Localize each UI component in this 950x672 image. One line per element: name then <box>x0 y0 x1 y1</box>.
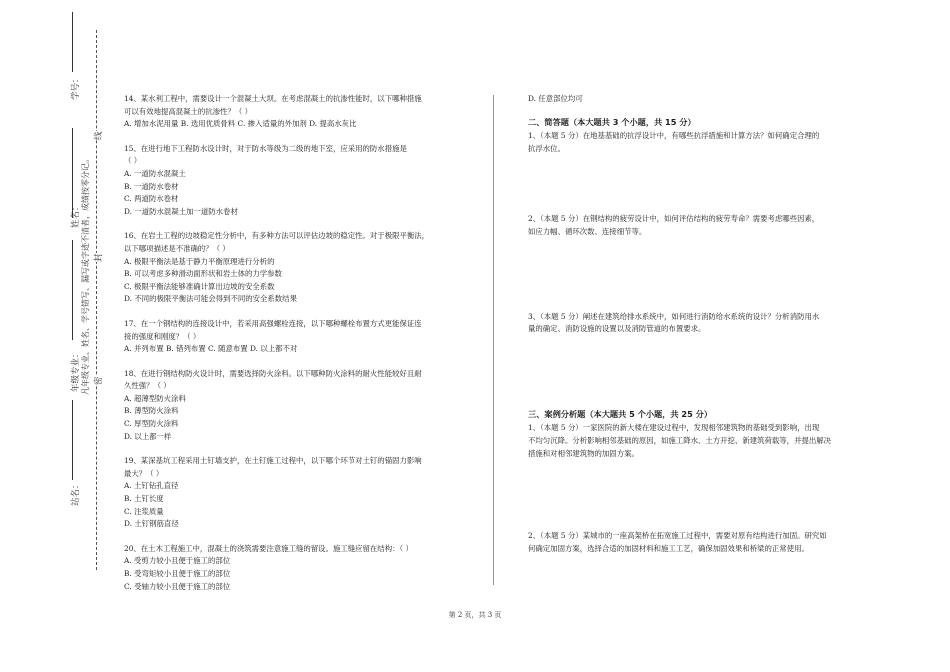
major-label: 年级专业： <box>71 349 81 392</box>
short-answer-1 <box>528 130 868 155</box>
column-divider <box>493 95 494 585</box>
question-stem: （ ） <box>124 156 142 166</box>
question-stem: 19、某深基坑工程采用土钉墙支护，在土钉施工过程中，以下哪个环节对土钉的锚固力影响 <box>124 456 422 466</box>
question-option: B. 薄型防火涂料 <box>124 406 179 416</box>
right-column <box>528 93 868 555</box>
question-text: 2、（本题 5 分）在钢结构的疲劳设计中，如何评估结构的疲劳寿命？需要考虑哪些因素， <box>528 214 820 224</box>
question-17 <box>124 318 474 356</box>
exam-site-label: 站名： <box>71 480 81 506</box>
question-option: C. 受轴力较小且便于施工的部位 <box>124 581 231 591</box>
question-option: B. 可以考虑多种滑动面形状和岩土体的力学参数 <box>124 269 282 279</box>
question-option: C. 厚型防火涂料 <box>124 419 179 429</box>
binding-margin <box>0 0 110 672</box>
question-14 <box>124 93 474 131</box>
exam-site-line <box>72 400 73 480</box>
question-option: D. 土钉钢筋直径 <box>124 519 179 529</box>
question-option: D. 不同的极限平衡法可能会得到不同的安全系数结果 <box>124 294 297 304</box>
student-id-line <box>72 12 73 72</box>
question-stem: 20、在土木工程施工中，混凝土的浇筑需要注意施工缝的留设。施工缝应留在结构：（ ） <box>124 543 413 553</box>
page-number: 第 2 页，共 3 页 <box>448 611 502 619</box>
seal-char-feng: 封 <box>94 253 104 262</box>
question-text: 不均匀沉降。分析影响相邻基础的原因，如施工降水、土方开挖、新建筑荷载等，并提出解决 <box>528 435 832 445</box>
question-stem: 14、某水利工程中，需要设计一个混凝土大坝。在考虑混凝土的抗渗性能时，以下哪种措施 <box>124 94 422 103</box>
binding-notice: 凡年级专业、姓名、学号错写、漏写或字迹不清者，成绩按零分记。 <box>81 155 90 395</box>
question-text: 1、（本题 5 分）一家医院的新大楼在建设过程中，发现相邻建筑物的基础受到影响，出现 <box>528 423 820 433</box>
carry-over-option: D. 任意部位均可 <box>528 94 583 103</box>
question-stem: 16、在岩土工程的边坡稳定性分析中，有多种方法可以评估边坡的稳定性。对于极限平衡法， <box>124 231 430 241</box>
left-column <box>124 93 474 593</box>
question-stem: 18、在进行钢结构防火设计时，需要选择防火涂料。以下哪种防火涂料的耐火性能较好且耐 <box>124 368 422 378</box>
major-line <box>72 240 73 340</box>
section-2-title: 二、简答题（本大题共 3 个小题，共 15 分） <box>528 116 696 127</box>
question-text: 如应力幅、循环次数、连接细节等。 <box>528 226 647 236</box>
question-option: C. 注浆质量 <box>124 506 164 516</box>
question-option: D. 一道防水混凝土加一道防水卷材 <box>124 206 238 216</box>
question-option: A. 极限平衡法是基于静力平衡原理进行分析的 <box>124 256 275 266</box>
student-id-label: 学号： <box>71 74 81 100</box>
question-stem: 17、在一个钢结构的连接设计中，若采用高强螺栓连接，以下哪种螺栓布置方式更能保证连 <box>124 318 422 328</box>
question-16 <box>124 230 474 306</box>
question-option: A. 增加水泥用量 B. 选用优质骨料 C. 掺入适量的外加剂 D. 提高水灰比 <box>124 119 357 129</box>
seal-line <box>96 30 97 570</box>
question-text: 量的确定、消防设施的设置以及消防管道的布置要求。 <box>528 324 706 334</box>
question-option: C. 极限平衡法能够准确计算出边坡的安全系数 <box>124 281 275 291</box>
question-text: 3、（本题 5 分）阐述在建筑给排水系统中，如何进行消防给水系统的设计？分析消防用水 <box>528 311 820 321</box>
question-20 <box>124 543 474 593</box>
question-18 <box>124 368 474 444</box>
question-15 <box>124 143 474 219</box>
short-answer-3 <box>528 311 868 336</box>
question-stem: 接的强度和刚度？（ ） <box>124 331 201 341</box>
question-option: A. 超薄型防火涂料 <box>124 393 186 403</box>
question-stem: 以下哪项描述是不准确的？（ ） <box>124 243 230 253</box>
question-text: 措施和对相邻建筑物的加固方案。 <box>528 448 639 458</box>
question-option: C. 两道防水卷材 <box>124 194 179 204</box>
question-text: 抗浮水位。 <box>528 143 565 153</box>
question-option: B. 一道防水卷材 <box>124 181 179 191</box>
name-label: 姓名： <box>71 202 81 228</box>
question-option: D. 以上都一样 <box>124 431 172 441</box>
seal-char-mi: 密 <box>94 376 104 385</box>
question-stem: 最大？（ ） <box>124 468 164 478</box>
question-option: A. 一道防水混凝土 <box>124 168 186 178</box>
question-stem: 可以有效地提高混凝土的抗渗性？（ ） <box>124 106 252 116</box>
short-answer-2 <box>528 213 868 238</box>
question-option: A. 受剪力较小且便于施工的部位 <box>124 556 231 566</box>
question-option: B. 土钉长度 <box>124 494 164 504</box>
case-analysis-2 <box>528 530 868 555</box>
question-option: B. 受弯矩较小且便于施工的部位 <box>124 569 231 578</box>
question-stem: 久性强？（ ） <box>124 381 171 391</box>
question-stem: 15、在进行地下工程防水设计时，对于防水等级为二级的地下室，应采用的防水措施是 <box>124 143 407 153</box>
seal-char-xian: 线 <box>94 131 104 140</box>
question-option: A. 并列布置 B. 错列布置 C. 随意布置 D. 以上都不对 <box>124 344 298 354</box>
question-text: 2、（本题 5 分）某城市的一座高架桥在拓宽施工过程中，需要对原有结构进行加固。研究如 <box>528 531 827 541</box>
question-text: 1、（本题 5 分）在地基基础的抗浮设计中，有哪些抗浮措施和计算方法？如何确定合理的 <box>528 131 820 141</box>
question-option: A. 土钉钻孔直径 <box>124 481 179 491</box>
question-19 <box>124 455 474 531</box>
case-analysis-1 <box>528 422 868 460</box>
question-text: 何确定加固方案，选择合适的加固材料和施工工艺，确保加固效果和桥梁的正常使用。 <box>528 543 809 553</box>
section-3-title: 三、案例分析题（本大题共 5 个小题，共 25 分） <box>528 408 713 419</box>
